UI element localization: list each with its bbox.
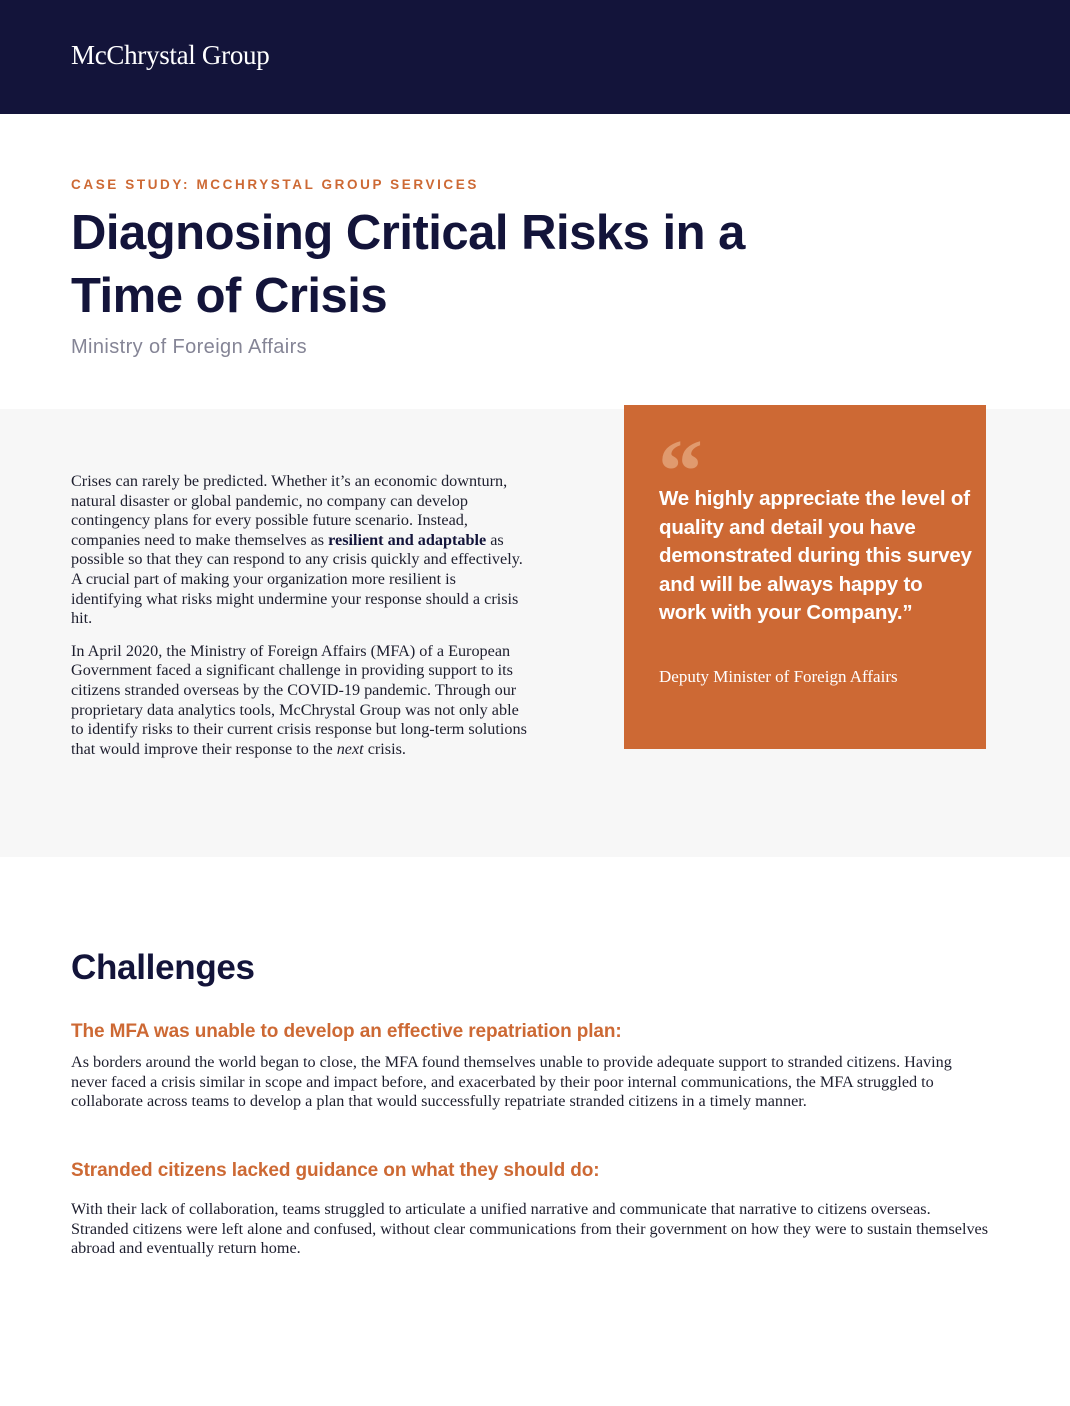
intro-paragraph-2: [71, 642, 531, 760]
challenges-heading: Challenges: [71, 948, 255, 987]
intro-p2-italic: next: [336, 739, 364, 758]
title-line-2: Time of Crisis: [71, 269, 388, 323]
intro-p2-text-b: crisis.: [363, 739, 406, 758]
quote-mark-icon: “: [658, 422, 703, 521]
company-logo[interactable]: McChrystal Group: [71, 40, 270, 70]
challenge-1-body: As borders around the world began to close, the MFA found themselves unable to provide adequate support to stranded citizens. Having never faced a crisis similar in scope and impact before, and exacerbated by their poor internal communications, the MFA struggled to collaborate across teams to develop a plan that would successfully repatriate stranded citizens in a timely manner.: [71, 1053, 952, 1111]
page-subtitle: Ministry of Foreign Affairs: [71, 336, 308, 358]
header-bar: [0, 0, 1070, 114]
intro-p1-text-b: as possible so that they can respond to any crisis quickly and effectively. A crucial part of making your organization more resilient is identifying what risks might undermine your response should a crisis hit.: [71, 530, 523, 628]
challenge-2-body: With their lack of collaboration, teams struggled to articulate a unified narrative and communicate that narrative to citizens overseas. Stranded citizens were left alone and confused, without clear communications from their government on how they were to sustain themselves abroad and eventually return home.: [71, 1200, 989, 1258]
intro-paragraph-1: [71, 472, 531, 629]
case-study-label: CASE STUDY: MCCHRYSTAL GROUP SERVICES: [71, 177, 479, 192]
intro-text: [71, 472, 531, 772]
title-line-1: Diagnosing Critical Risks in a: [71, 206, 745, 260]
testimonial-box: [624, 405, 986, 749]
challenge-2-heading: Stranded citizens lacked guidance on what they should do:: [71, 1160, 600, 1181]
intro-p1-bold: resilient and adaptable: [328, 530, 487, 549]
page-title: [71, 202, 831, 328]
intro-p1-text-a: Crises can rarely be predicted. Whether it’s an economic downturn, natural disaster or global pandemic, no company can develop contingency plans for every possible future scenario. Instead, companies need to make themselves as: [71, 472, 508, 549]
intro-p2-text-a: In April 2020, the Ministry of Foreign Affairs (MFA) of a European Government faced a significant challenge in providing support to its citizens stranded overseas by the COVID-19 pandemic. Through our proprietary data analytics tools, McChrystal Group was not only able to identify risks to their current crisis response but long-term solutions that would improve their response to the: [71, 641, 527, 758]
testimonial-attribution: Deputy Minister of Foreign Affairs: [659, 667, 898, 686]
testimonial-quote: We highly appreciate the level of quality and detail you have demonstrated during this survey and will be always happy to work with your Company.”: [659, 487, 972, 625]
challenge-1-heading: The MFA was unable to develop an effective repatriation plan:: [71, 1021, 622, 1042]
